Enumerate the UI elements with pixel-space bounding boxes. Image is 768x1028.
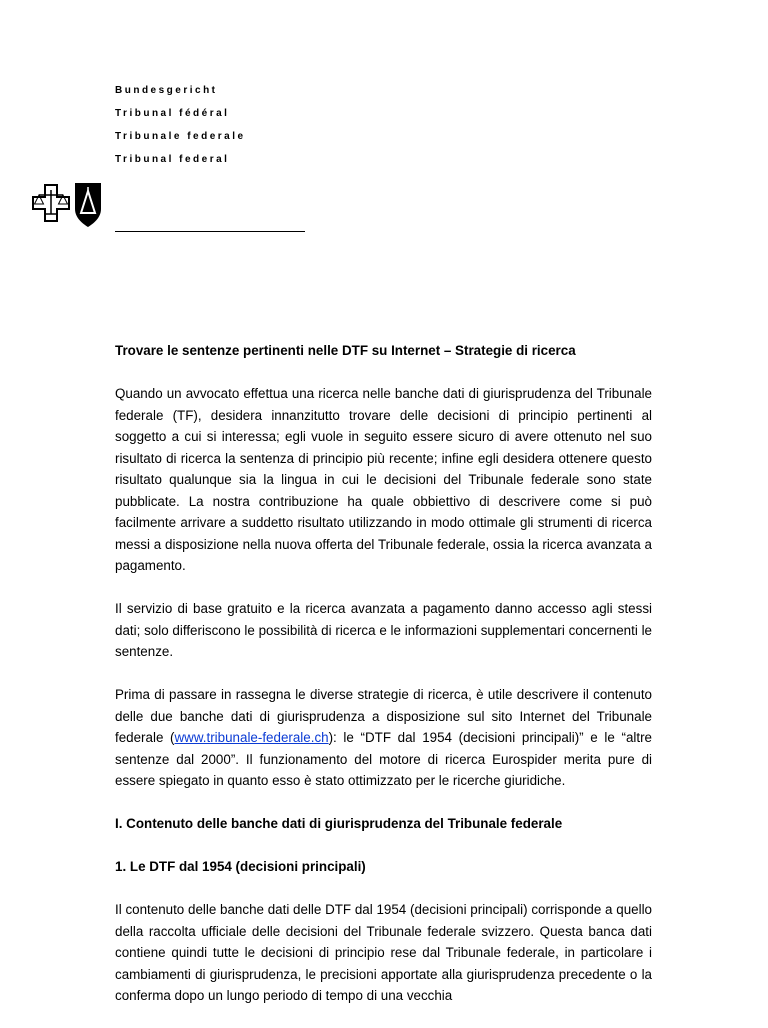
paragraph-intro: Quando un avvocato effettua una ricerca nelle banche dati di giurisprudenza del Tribunale federale (TF), desidera innanzitutto trovare delle decisioni di principio pertinenti al soggetto a cui si interessa; egli vuole in seguito essere sicuro di avere ottenuto nel suo risultato di ricerca la sentenza di principio più recente; infine egli desidera ottenere questo risultato qualunque sia la lingua in cui le decisioni del Tribunale federale sono state pubblicate. La nostra contribuzione ha quale obbiettivo di descrivere come si può facilmente arrivare a suddetto risultato utilizzando in modo ottimale gli strumenti di ricerca messi a disposizione nella nuova offerta del Tribunale federale, ossia la ricerca avanzata a pagamento.: [115, 386, 652, 573]
header-divider: [115, 231, 305, 232]
subsection-heading-dtf: 1. Le DTF dal 1954 (decisioni principali): [115, 859, 366, 874]
swiss-cross-scales-emblem-icon: [31, 181, 103, 231]
document-title: Trovare le sentenze pertinenti nelle DTF su Internet – Strategie di ricerca: [115, 343, 576, 358]
court-name-fr: Tribunal fédéral: [115, 108, 230, 119]
court-name-it: Tribunale federale: [115, 131, 246, 142]
paragraph-databases-text-start: Prima di passare in rassegna le diverse strategie di ricerca, è utile descrivere il contenuto delle due banche dati di giurisprudenza a disposizione sul sito Internet del Tribunale federale (: [115, 687, 652, 745]
paragraph-databases: [115, 684, 652, 792]
court-name-de: Bundesgericht: [115, 85, 218, 96]
tribunal-website-link[interactable]: www.tribunale-federale.ch: [174, 730, 329, 745]
document-body: [115, 340, 652, 1028]
section-heading-content: I. Contenuto delle banche dati di giurisprudenza del Tribunale federale: [115, 816, 563, 831]
court-name-block: [115, 84, 246, 176]
paragraph-databases-text-end: ): le “DTF dal 1954 (decisioni principali)” e le “altre sentenze dal 2000”. Il funzionamento del motore di ricerca Eurospider merita pure di essere spiegato in quanto esso è stato ottimizzato per le ricerche giuridiche.: [115, 730, 652, 788]
paragraph-services: Il servizio di base gratuito e la ricerca avanzata a pagamento danno accesso agli stessi dati; solo differiscono le possibilità di ricerca e le informazioni supplementari concernenti le sentenze.: [115, 601, 652, 659]
paragraph-dtf-content: Il contenuto delle banche dati delle DTF dal 1954 (decisioni principali) corrisponde a quello della raccolta ufficiale delle decisioni del Tribunale federale svizzero. Questa banca dati contiene quindi tutte le decisioni di principio rese dal Tribunale federale, in particolare i cambiamenti di giurisprudenza, le precisioni apportate alla giurisprudenza precedente o la conferma dopo un lungo periodo di tempo di una vecchia: [115, 902, 652, 1003]
court-name-rm: Tribunal federal: [115, 154, 230, 165]
